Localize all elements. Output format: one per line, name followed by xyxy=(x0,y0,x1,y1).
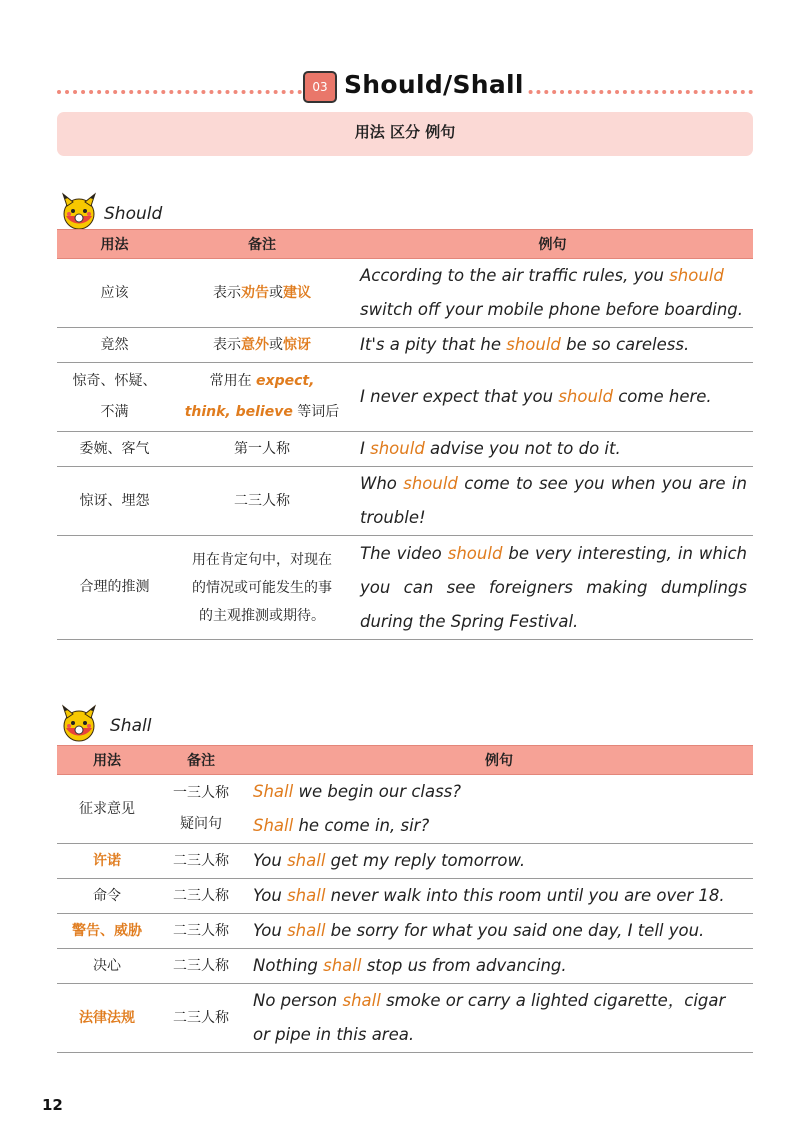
note-line xyxy=(172,397,352,428)
example-text: advise you not to do it. xyxy=(424,439,621,458)
shall-section-header xyxy=(60,704,260,744)
usage-line: 不满 xyxy=(100,404,129,420)
note-cell: 二三人称 xyxy=(157,844,245,879)
example-text: he come in, sir? xyxy=(293,816,430,835)
example-line xyxy=(253,775,747,809)
usage-cell: 应该 xyxy=(57,259,172,328)
example-text: You xyxy=(253,886,288,905)
example-text: According to the air traffic rules, you xyxy=(360,266,670,285)
example-keyword: Shall xyxy=(253,816,294,835)
should-section-header xyxy=(60,192,260,232)
note-cell xyxy=(172,259,352,328)
example-text: stop us from advancing. xyxy=(361,956,567,975)
note-text: 等词后 xyxy=(292,404,340,420)
example-keyword: shall xyxy=(323,956,362,975)
note-line: 用在肯定句中，对现在 xyxy=(192,551,332,568)
example-cell xyxy=(352,467,753,536)
table-header-row xyxy=(57,230,753,259)
note-cell: 二三人称 xyxy=(157,914,245,949)
example-line xyxy=(360,259,747,293)
example-cell xyxy=(245,914,753,949)
note-line: 疑问句 xyxy=(180,816,222,832)
table-row xyxy=(57,363,753,432)
usage-line: 惊奇、怀疑、 xyxy=(72,373,157,389)
column-header-note: 备注 xyxy=(172,230,352,259)
page-number: 12 xyxy=(42,1096,63,1114)
note-cell: 二三人称 xyxy=(157,984,245,1053)
example-text: be very interesting, in which you can see foreigners making dumplings during the Spring Festival. xyxy=(360,543,747,631)
table-row xyxy=(57,775,753,844)
example-cell xyxy=(352,328,753,363)
example-keyword: shall xyxy=(287,851,326,870)
example-keyword: shall xyxy=(287,886,326,905)
example-text: The video xyxy=(360,543,448,563)
example-text: No person xyxy=(253,991,343,1010)
example-keyword: should xyxy=(669,266,724,285)
example-cell xyxy=(245,984,753,1053)
example-keyword: Shall xyxy=(253,782,294,801)
example-text: get my reply tomorrow. xyxy=(325,851,526,870)
example-text: I xyxy=(360,439,371,458)
table-row xyxy=(57,259,753,328)
note-text: 表示 xyxy=(213,336,241,353)
table-row xyxy=(57,914,753,949)
example-keyword: shall xyxy=(287,921,326,940)
note-keyword: 惊讶 xyxy=(283,336,311,353)
note-cell: 二三人称 xyxy=(172,467,352,536)
subtitle-band xyxy=(57,112,753,156)
example-cell xyxy=(352,536,753,640)
note-text: 常用在 xyxy=(209,373,257,389)
note-line: 的情况或可能发生的事 xyxy=(192,579,332,596)
note-cell xyxy=(157,775,245,844)
example-text: come to see you when you are in trouble! xyxy=(360,474,747,527)
note-keyword: 劝告 xyxy=(241,284,269,301)
subtitle-text: 用法 区分 例句 xyxy=(354,123,456,141)
example-text: You xyxy=(253,921,288,940)
example-line xyxy=(253,809,747,843)
usage-cell: 征求意见 xyxy=(57,775,157,844)
shall-section-label: Shall xyxy=(110,716,152,736)
table-row xyxy=(57,328,753,363)
example-text: be so careless. xyxy=(560,335,690,354)
usage-cell: 决心 xyxy=(57,949,157,984)
usage-cell: 合理的推测 xyxy=(57,536,172,640)
should-usage-table xyxy=(57,229,753,640)
column-header-note: 备注 xyxy=(157,746,245,775)
example-cell xyxy=(245,949,753,984)
example-text: come here. xyxy=(612,387,712,406)
column-header-usage: 用法 xyxy=(57,746,157,775)
example-text: smoke or carry a lighted cigarette，cigar or pipe in this area. xyxy=(253,991,726,1044)
example-keyword: should xyxy=(506,335,561,354)
usage-cell xyxy=(57,363,172,432)
column-header-usage: 用法 xyxy=(57,230,172,259)
note-text: 或 xyxy=(269,336,283,353)
usage-cell: 法律法规 xyxy=(57,984,157,1053)
example-line xyxy=(360,293,747,327)
example-cell xyxy=(245,775,753,844)
example-cell xyxy=(352,432,753,467)
note-line: 的主观推测或期待。 xyxy=(199,607,325,624)
example-cell xyxy=(352,363,753,432)
note-keyword: 意外 xyxy=(241,336,269,353)
pikachu-mascot-icon xyxy=(60,192,98,230)
note-cell xyxy=(172,536,352,640)
example-cell xyxy=(352,259,753,328)
table-row xyxy=(57,432,753,467)
usage-cell: 命令 xyxy=(57,879,157,914)
example-cell xyxy=(245,879,753,914)
table-row xyxy=(57,984,753,1053)
example-keyword: should xyxy=(447,543,503,563)
example-text: never walk into this room until you are over 18. xyxy=(325,886,725,905)
note-keyword: think, believe xyxy=(184,404,293,420)
column-header-example: 例句 xyxy=(352,230,753,259)
section-number-badge: 03 xyxy=(303,71,337,103)
example-text: You xyxy=(253,851,288,870)
note-text: 表示 xyxy=(213,284,241,301)
table-row xyxy=(57,879,753,914)
note-keyword: expect, xyxy=(256,373,315,389)
table-row xyxy=(57,467,753,536)
title-dotted-line-right xyxy=(505,90,753,94)
example-text: It's a pity that he xyxy=(360,335,507,354)
page-title: Should/Shall xyxy=(344,70,524,99)
table-header-row xyxy=(57,746,753,775)
example-text: Who xyxy=(360,474,404,493)
note-cell: 二三人称 xyxy=(157,879,245,914)
usage-cell: 竟然 xyxy=(57,328,172,363)
column-header-example: 例句 xyxy=(245,746,753,775)
example-cell xyxy=(245,844,753,879)
shall-usage-table xyxy=(57,745,753,1053)
usage-cell: 惊讶、埋怨 xyxy=(57,467,172,536)
should-section-label: Should xyxy=(104,204,163,224)
note-cell xyxy=(172,328,352,363)
note-text: 或 xyxy=(269,284,283,301)
example-keyword: should xyxy=(370,439,425,458)
table-row xyxy=(57,949,753,984)
example-keyword: shall xyxy=(342,991,381,1010)
usage-cell: 警告、威胁 xyxy=(57,914,157,949)
table-row xyxy=(57,844,753,879)
note-cell: 二三人称 xyxy=(157,949,245,984)
note-cell: 第一人称 xyxy=(172,432,352,467)
table-row xyxy=(57,536,753,640)
note-line: 一三人称 xyxy=(173,785,229,801)
usage-cell: 许诺 xyxy=(57,844,157,879)
pikachu-mascot-icon xyxy=(60,704,98,742)
example-text: switch off your mobile phone before boarding. xyxy=(360,300,744,319)
example-text: Nothing xyxy=(253,956,324,975)
example-keyword: should xyxy=(403,474,458,493)
example-keyword: should xyxy=(558,387,613,406)
note-line xyxy=(172,366,352,397)
example-text: be sorry for what you said one day, I tell you. xyxy=(325,921,705,940)
title-dotted-line-left xyxy=(57,90,302,94)
example-text: I never expect that you xyxy=(360,387,559,406)
note-cell xyxy=(172,363,352,432)
example-text: we begin our class? xyxy=(293,782,462,801)
note-keyword: 建议 xyxy=(283,284,311,301)
usage-cell: 委婉、客气 xyxy=(57,432,172,467)
